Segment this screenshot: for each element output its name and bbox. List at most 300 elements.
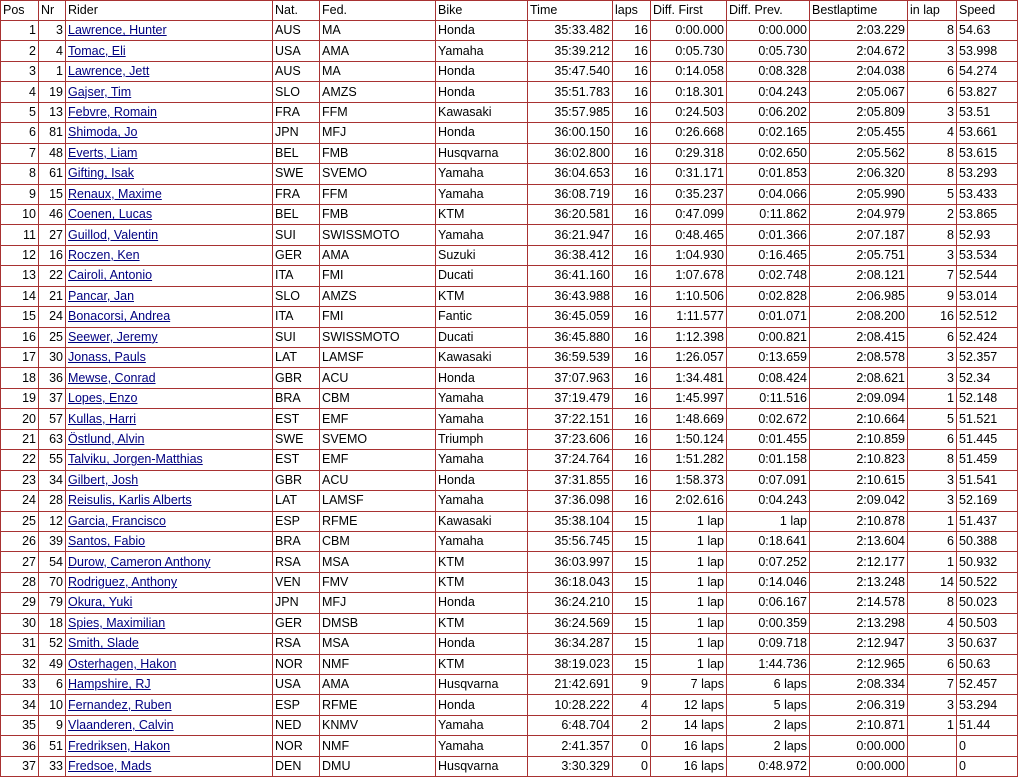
rider-link[interactable]: Seewer, Jeremy — [68, 329, 158, 344]
cell-nr: 70 — [39, 572, 66, 592]
cell-speed: 53.661 — [957, 123, 1018, 143]
cell-pos: 18 — [1, 368, 39, 388]
cell-diff-first: 1 lap — [651, 552, 727, 572]
results-body — [1, 21, 1018, 777]
cell-nr: 3 — [39, 21, 66, 41]
header-time: Time — [528, 1, 613, 21]
cell-diff-prev: 0:01.366 — [727, 225, 810, 245]
cell-in-lap: 3 — [908, 348, 957, 368]
cell-nat: SUI — [273, 327, 320, 347]
cell-time: 3:30.329 — [528, 756, 613, 776]
cell-nr: 55 — [39, 450, 66, 470]
cell-in-lap: 7 — [908, 266, 957, 286]
cell-laps: 16 — [613, 143, 651, 163]
cell-rider — [66, 368, 273, 388]
cell-bike: Husqvarna — [436, 756, 528, 776]
cell-rider — [66, 82, 273, 102]
cell-speed: 53.294 — [957, 695, 1018, 715]
cell-pos: 29 — [1, 593, 39, 613]
cell-diff-prev: 0:01.853 — [727, 164, 810, 184]
rider-link[interactable]: Febvre, Romain — [68, 104, 157, 119]
cell-time: 36:18.043 — [528, 572, 613, 592]
cell-bike: Honda — [436, 593, 528, 613]
rider-link[interactable]: Östlund, Alvin — [68, 431, 145, 446]
rider-link[interactable]: Everts, Liam — [68, 145, 138, 160]
cell-nr: 18 — [39, 613, 66, 633]
header-bestlap: Bestlaptime — [810, 1, 908, 21]
cell-time: 36:41.160 — [528, 266, 613, 286]
cell-diff-first: 1:58.373 — [651, 470, 727, 490]
cell-diff-prev: 0:14.046 — [727, 572, 810, 592]
cell-bike: Ducati — [436, 266, 528, 286]
cell-nat: NOR — [273, 736, 320, 756]
rider-link[interactable]: Bonacorsi, Andrea — [68, 309, 171, 324]
cell-pos: 9 — [1, 184, 39, 204]
cell-rider — [66, 736, 273, 756]
cell-laps: 15 — [613, 531, 651, 551]
cell-nat: GER — [273, 613, 320, 633]
rider-link[interactable]: Pancar, Jan — [68, 288, 135, 303]
cell-diff-first: 0:05.730 — [651, 41, 727, 61]
cell-bestlap: 2:12.965 — [810, 654, 908, 674]
cell-fed: FMI — [320, 307, 436, 327]
rider-link[interactable]: Osterhagen, Hakon — [68, 656, 177, 671]
cell-nat: SUI — [273, 225, 320, 245]
table-row — [1, 654, 1018, 674]
rider-link[interactable]: Vlaanderen, Calvin — [68, 718, 174, 733]
rider-link[interactable]: Santos, Fabio — [68, 534, 146, 549]
rider-link[interactable]: Fredsoe, Mads — [68, 758, 152, 773]
cell-fed: FMV — [320, 572, 436, 592]
cell-bestlap: 2:08.415 — [810, 327, 908, 347]
cell-in-lap: 6 — [908, 654, 957, 674]
cell-rider — [66, 41, 273, 61]
cell-diff-first: 1:34.481 — [651, 368, 727, 388]
cell-bike: Ducati — [436, 327, 528, 347]
cell-pos: 26 — [1, 531, 39, 551]
cell-nr: 13 — [39, 102, 66, 122]
cell-bike: Yamaha — [436, 491, 528, 511]
cell-bestlap: 2:13.248 — [810, 572, 908, 592]
cell-bestlap: 2:12.947 — [810, 634, 908, 654]
cell-nr: 21 — [39, 286, 66, 306]
cell-nr: 37 — [39, 388, 66, 408]
cell-laps: 16 — [613, 429, 651, 449]
table-row — [1, 286, 1018, 306]
cell-speed: 50.637 — [957, 634, 1018, 654]
rider-link[interactable]: Durow, Cameron Anthony — [68, 554, 211, 569]
cell-bestlap: 2:05.809 — [810, 102, 908, 122]
cell-time: 36:45.880 — [528, 327, 613, 347]
table-row — [1, 123, 1018, 143]
cell-in-lap: 8 — [908, 450, 957, 470]
cell-diff-first: 0:29.318 — [651, 143, 727, 163]
cell-in-lap: 1 — [908, 388, 957, 408]
cell-pos: 34 — [1, 695, 39, 715]
rider-link[interactable]: Gajser, Tim — [68, 84, 132, 99]
cell-nr: 81 — [39, 123, 66, 143]
cell-diff-prev: 0:08.424 — [727, 368, 810, 388]
cell-diff-prev: 2 laps — [727, 736, 810, 756]
table-row — [1, 307, 1018, 327]
cell-pos: 10 — [1, 204, 39, 224]
cell-diff-prev: 0:04.243 — [727, 82, 810, 102]
rider-link[interactable]: Roczen, Ken — [68, 248, 140, 263]
cell-bike: Kawasaki — [436, 102, 528, 122]
rider-link[interactable]: Lawrence, Hunter — [68, 23, 167, 38]
cell-bestlap: 2:06.319 — [810, 695, 908, 715]
cell-nat: GBR — [273, 368, 320, 388]
cell-diff-prev: 0:01.455 — [727, 429, 810, 449]
cell-time: 36:24.569 — [528, 613, 613, 633]
cell-diff-first: 1:11.577 — [651, 307, 727, 327]
cell-laps: 15 — [613, 613, 651, 633]
cell-laps: 15 — [613, 593, 651, 613]
rider-link[interactable]: Lopes, Enzo — [68, 391, 138, 406]
cell-bike: Husqvarna — [436, 143, 528, 163]
cell-time: 37:24.764 — [528, 450, 613, 470]
cell-nr: 4 — [39, 41, 66, 61]
table-row — [1, 143, 1018, 163]
cell-time: 36:59.539 — [528, 348, 613, 368]
cell-bike: Honda — [436, 123, 528, 143]
cell-laps: 16 — [613, 409, 651, 429]
cell-nr: 34 — [39, 470, 66, 490]
rider-link[interactable]: Talviku, Jorgen-Matthias — [68, 452, 203, 467]
cell-pos: 12 — [1, 245, 39, 265]
cell-bike: KTM — [436, 613, 528, 633]
cell-fed: LAMSF — [320, 491, 436, 511]
cell-laps: 15 — [613, 654, 651, 674]
cell-in-lap: 6 — [908, 531, 957, 551]
cell-time: 38:19.023 — [528, 654, 613, 674]
cell-diff-first: 1 lap — [651, 593, 727, 613]
cell-time: 35:51.783 — [528, 82, 613, 102]
cell-diff-prev: 0:01.158 — [727, 450, 810, 470]
cell-nat: BRA — [273, 388, 320, 408]
cell-fed: AMZS — [320, 82, 436, 102]
header-pos: Pos — [1, 1, 39, 21]
cell-diff-first: 1:04.930 — [651, 245, 727, 265]
cell-bestlap: 2:05.455 — [810, 123, 908, 143]
cell-laps: 16 — [613, 41, 651, 61]
cell-bestlap: 2:06.320 — [810, 164, 908, 184]
cell-rider — [66, 756, 273, 776]
cell-rider — [66, 552, 273, 572]
rider-link[interactable]: Fredriksen, Hakon — [68, 738, 171, 753]
cell-nr: 63 — [39, 429, 66, 449]
table-row — [1, 552, 1018, 572]
cell-in-lap — [908, 736, 957, 756]
cell-pos: 32 — [1, 654, 39, 674]
cell-diff-first: 0:31.171 — [651, 164, 727, 184]
rider-link[interactable]: Gilbert, Josh — [68, 472, 139, 487]
table-row — [1, 470, 1018, 490]
table-row — [1, 531, 1018, 551]
cell-diff-first: 1 lap — [651, 634, 727, 654]
cell-laps: 16 — [613, 491, 651, 511]
rider-link[interactable]: Cairoli, Antonio — [68, 268, 153, 283]
cell-speed: 50.63 — [957, 654, 1018, 674]
cell-bike: Honda — [436, 82, 528, 102]
cell-pos: 7 — [1, 143, 39, 163]
cell-diff-first: 0:48.465 — [651, 225, 727, 245]
cell-nr: 57 — [39, 409, 66, 429]
cell-bestlap: 2:04.038 — [810, 61, 908, 81]
rider-link[interactable]: Lawrence, Jett — [68, 64, 150, 79]
cell-bike: Husqvarna — [436, 675, 528, 695]
cell-nat: DEN — [273, 756, 320, 776]
cell-speed: 50.023 — [957, 593, 1018, 613]
cell-in-lap: 3 — [908, 41, 957, 61]
cell-time: 2:41.357 — [528, 736, 613, 756]
cell-pos: 36 — [1, 736, 39, 756]
cell-in-lap: 3 — [908, 695, 957, 715]
cell-rider — [66, 511, 273, 531]
cell-bestlap: 2:09.042 — [810, 491, 908, 511]
cell-speed: 53.998 — [957, 41, 1018, 61]
cell-in-lap — [908, 756, 957, 776]
cell-pos: 8 — [1, 164, 39, 184]
rider-link[interactable]: Smith, Slade — [68, 636, 139, 651]
cell-nr: 33 — [39, 756, 66, 776]
cell-rider — [66, 286, 273, 306]
rider-link[interactable]: Spies, Maximilian — [68, 615, 166, 630]
cell-laps: 9 — [613, 675, 651, 695]
cell-bike: Honda — [436, 695, 528, 715]
cell-speed: 50.388 — [957, 531, 1018, 551]
cell-nat: JPN — [273, 123, 320, 143]
rider-link[interactable]: Hampshire, RJ — [68, 677, 151, 692]
cell-diff-prev: 1:44.736 — [727, 654, 810, 674]
cell-in-lap: 3 — [908, 245, 957, 265]
cell-time: 35:38.104 — [528, 511, 613, 531]
cell-pos: 11 — [1, 225, 39, 245]
cell-rider — [66, 634, 273, 654]
cell-laps: 16 — [613, 184, 651, 204]
rider-link[interactable]: Coenen, Lucas — [68, 207, 153, 222]
cell-pos: 30 — [1, 613, 39, 633]
cell-rider — [66, 715, 273, 735]
cell-in-lap: 6 — [908, 61, 957, 81]
cell-speed: 51.521 — [957, 409, 1018, 429]
cell-diff-first: 1:50.124 — [651, 429, 727, 449]
cell-fed: DMSB — [320, 613, 436, 633]
rider-link[interactable]: Mewse, Conrad — [68, 370, 156, 385]
cell-rider — [66, 450, 273, 470]
cell-speed: 52.93 — [957, 225, 1018, 245]
cell-bestlap: 2:10.823 — [810, 450, 908, 470]
cell-diff-first: 0:26.668 — [651, 123, 727, 143]
table-row — [1, 736, 1018, 756]
cell-nr: 12 — [39, 511, 66, 531]
cell-bike: Yamaha — [436, 41, 528, 61]
cell-nr: 51 — [39, 736, 66, 756]
cell-fed: RFME — [320, 695, 436, 715]
cell-bike: Kawasaki — [436, 348, 528, 368]
cell-pos: 1 — [1, 21, 39, 41]
cell-diff-first: 1 lap — [651, 572, 727, 592]
cell-fed: NMF — [320, 736, 436, 756]
cell-rider — [66, 102, 273, 122]
table-row — [1, 634, 1018, 654]
cell-in-lap: 5 — [908, 409, 957, 429]
cell-laps: 16 — [613, 470, 651, 490]
cell-fed: SVEMO — [320, 429, 436, 449]
cell-diff-prev: 1 lap — [727, 511, 810, 531]
cell-diff-first: 0:47.099 — [651, 204, 727, 224]
cell-nat: AUS — [273, 21, 320, 41]
cell-speed: 52.544 — [957, 266, 1018, 286]
cell-speed: 0 — [957, 736, 1018, 756]
cell-laps: 4 — [613, 695, 651, 715]
cell-speed: 53.534 — [957, 245, 1018, 265]
cell-bestlap: 2:13.604 — [810, 531, 908, 551]
cell-time: 36:04.653 — [528, 164, 613, 184]
cell-speed: 52.457 — [957, 675, 1018, 695]
table-row — [1, 368, 1018, 388]
table-row — [1, 204, 1018, 224]
cell-bestlap: 0:00.000 — [810, 736, 908, 756]
rider-link[interactable]: Kullas, Harri — [68, 411, 137, 426]
cell-rider — [66, 695, 273, 715]
cell-time: 37:22.151 — [528, 409, 613, 429]
cell-bestlap: 2:14.578 — [810, 593, 908, 613]
cell-rider — [66, 225, 273, 245]
cell-diff-prev: 0:04.066 — [727, 184, 810, 204]
cell-diff-prev: 0:02.650 — [727, 143, 810, 163]
cell-in-lap: 2 — [908, 204, 957, 224]
header-fed: Fed. — [320, 1, 436, 21]
cell-nat: SLO — [273, 82, 320, 102]
cell-laps: 15 — [613, 552, 651, 572]
cell-diff-prev: 0:09.718 — [727, 634, 810, 654]
cell-speed: 53.51 — [957, 102, 1018, 122]
cell-bike: Honda — [436, 634, 528, 654]
cell-time: 36:03.997 — [528, 552, 613, 572]
cell-laps: 16 — [613, 204, 651, 224]
cell-pos: 35 — [1, 715, 39, 735]
cell-bike: Honda — [436, 368, 528, 388]
rider-link[interactable]: Garcia, Francisco — [68, 513, 166, 528]
rider-link[interactable]: Rodriguez, Anthony — [68, 575, 178, 590]
cell-fed: SWISSMOTO — [320, 327, 436, 347]
cell-diff-first: 1:48.669 — [651, 409, 727, 429]
cell-in-lap: 3 — [908, 102, 957, 122]
cell-pos: 13 — [1, 266, 39, 286]
cell-diff-prev: 0:01.071 — [727, 307, 810, 327]
cell-speed: 54.274 — [957, 61, 1018, 81]
cell-diff-first: 2:02.616 — [651, 491, 727, 511]
cell-time: 10:28.222 — [528, 695, 613, 715]
cell-nr: 22 — [39, 266, 66, 286]
rider-link[interactable]: Jonass, Pauls — [68, 350, 146, 365]
rider-link[interactable]: Reisulis, Karlis Alberts — [68, 493, 192, 508]
cell-laps: 16 — [613, 327, 651, 347]
cell-diff-prev: 0:16.465 — [727, 245, 810, 265]
cell-pos: 20 — [1, 409, 39, 429]
cell-nat: SWE — [273, 164, 320, 184]
cell-time: 35:47.540 — [528, 61, 613, 81]
cell-nat: FRA — [273, 184, 320, 204]
cell-diff-first: 12 laps — [651, 695, 727, 715]
cell-bike: Yamaha — [436, 531, 528, 551]
cell-rider — [66, 409, 273, 429]
cell-bike: Triumph — [436, 429, 528, 449]
cell-time: 36:21.947 — [528, 225, 613, 245]
rider-link[interactable]: Fernandez, Ruben — [68, 697, 172, 712]
cell-bike: Suzuki — [436, 245, 528, 265]
cell-diff-prev: 0:00.821 — [727, 327, 810, 347]
cell-bestlap: 0:00.000 — [810, 756, 908, 776]
cell-time: 36:43.988 — [528, 286, 613, 306]
cell-pos: 4 — [1, 82, 39, 102]
cell-pos: 37 — [1, 756, 39, 776]
cell-diff-prev: 0:06.202 — [727, 102, 810, 122]
table-row — [1, 184, 1018, 204]
cell-pos: 31 — [1, 634, 39, 654]
cell-time: 36:00.150 — [528, 123, 613, 143]
cell-bestlap: 2:10.859 — [810, 429, 908, 449]
cell-time: 37:19.479 — [528, 388, 613, 408]
cell-bike: Yamaha — [436, 164, 528, 184]
cell-time: 35:39.212 — [528, 41, 613, 61]
cell-in-lap: 8 — [908, 225, 957, 245]
cell-speed: 52.357 — [957, 348, 1018, 368]
rider-link[interactable]: Gifting, Isak — [68, 166, 134, 181]
cell-speed: 51.44 — [957, 715, 1018, 735]
cell-nr: 49 — [39, 654, 66, 674]
cell-nat: RSA — [273, 634, 320, 654]
table-row — [1, 348, 1018, 368]
cell-diff-prev: 0:06.167 — [727, 593, 810, 613]
cell-bestlap: 2:10.664 — [810, 409, 908, 429]
cell-pos: 5 — [1, 102, 39, 122]
cell-nr: 28 — [39, 491, 66, 511]
rider-link[interactable]: Renaux, Maxime — [68, 186, 162, 201]
cell-laps: 16 — [613, 368, 651, 388]
cell-pos: 25 — [1, 511, 39, 531]
rider-link[interactable]: Guillod, Valentin — [68, 227, 159, 242]
cell-diff-prev: 0:07.091 — [727, 470, 810, 490]
cell-diff-first: 14 laps — [651, 715, 727, 735]
cell-in-lap: 3 — [908, 470, 957, 490]
cell-speed: 50.522 — [957, 572, 1018, 592]
cell-pos: 16 — [1, 327, 39, 347]
table-row — [1, 388, 1018, 408]
rider-link[interactable]: Okura, Yuki — [68, 595, 133, 610]
cell-bestlap: 2:08.121 — [810, 266, 908, 286]
rider-link[interactable]: Tomac, Eli — [68, 43, 126, 58]
cell-rider — [66, 204, 273, 224]
rider-link[interactable]: Shimoda, Jo — [68, 125, 138, 140]
cell-bestlap: 2:05.751 — [810, 245, 908, 265]
cell-time: 35:57.985 — [528, 102, 613, 122]
cell-diff-prev: 0:02.165 — [727, 123, 810, 143]
cell-in-lap: 5 — [908, 184, 957, 204]
cell-nat: ESP — [273, 695, 320, 715]
cell-nat: VEN — [273, 572, 320, 592]
table-row — [1, 102, 1018, 122]
cell-speed: 50.503 — [957, 613, 1018, 633]
cell-diff-first: 16 laps — [651, 756, 727, 776]
cell-nr: 46 — [39, 204, 66, 224]
cell-nat: NED — [273, 715, 320, 735]
cell-diff-prev: 0:08.328 — [727, 61, 810, 81]
table-row — [1, 715, 1018, 735]
header-nr: Nr — [39, 1, 66, 21]
cell-laps: 16 — [613, 266, 651, 286]
